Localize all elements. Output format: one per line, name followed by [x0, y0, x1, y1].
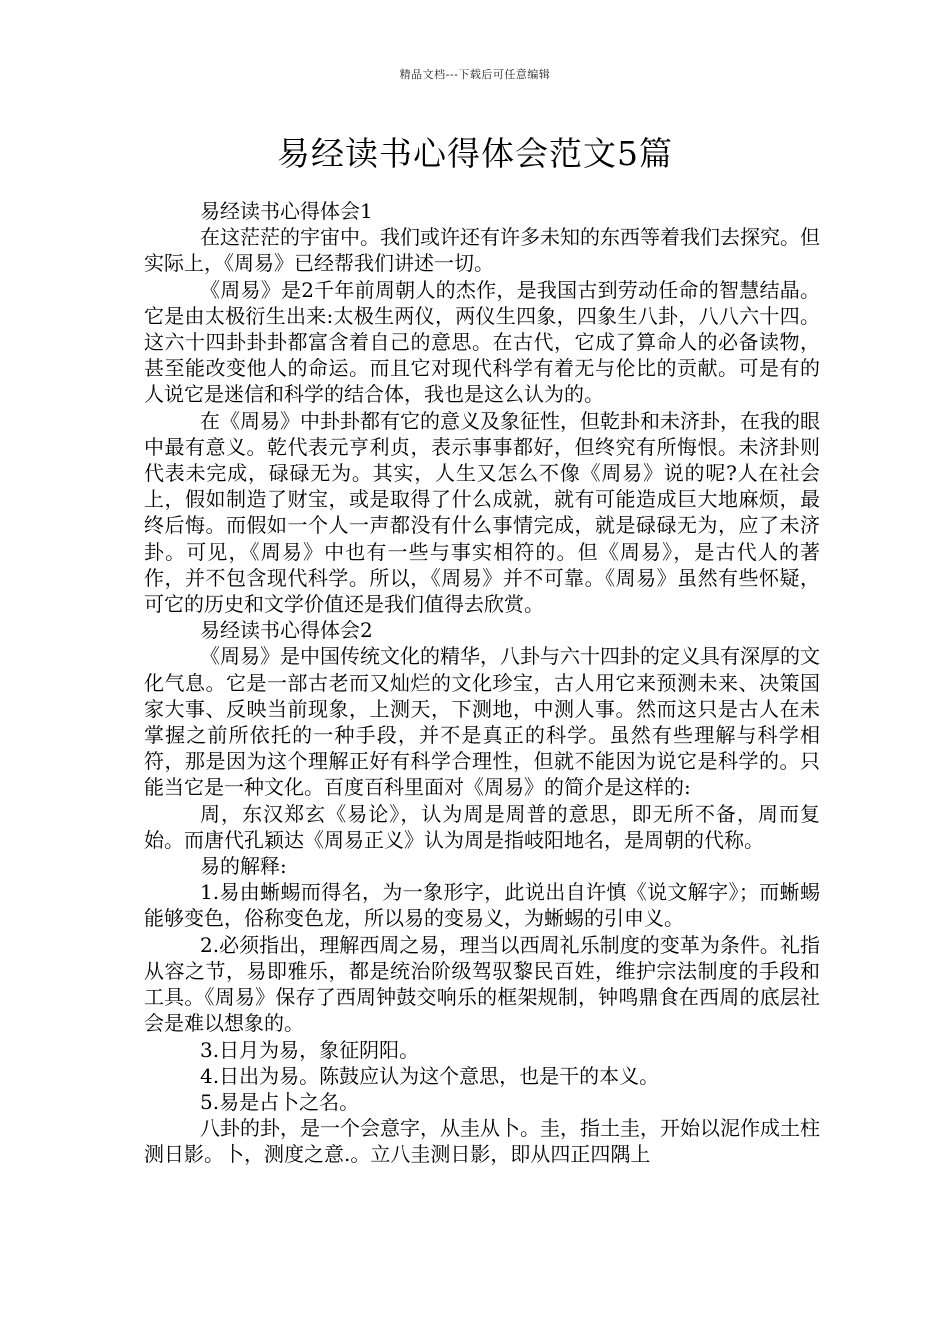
paragraph: 八卦的卦，是一个会意字，从圭从卜。圭，指土圭，开始以泥作成土柱测日影。卜，测度之意.。立八圭测日影，即从四正四隅上 [144, 1116, 820, 1167]
section-heading-1: 易经读书心得体会1 [200, 199, 373, 223]
list-item: 5.易是占卜之名。 [200, 1089, 360, 1114]
list-item: 4.日出为易。陈鼓应认为这个意思，也是干的本义。 [200, 1063, 660, 1088]
paragraph: 《周易》是中国传统文化的精华，八卦与六十四卦的定义具有深厚的文化气息。它是一部古老而又灿烂的文化珍宝，古人用它来预测未来、决策国家大事、反映当前现象，上测天，下测地，中测人事。然而这只是古人在未掌握之前所依托的一种手段，并不是真正的科学。虽然有些理解与科学相符，那是因为这个理解正好有科学合理性，但就不能因为说它是科学的。只能当它是一种文化。百度百科里面对《周易》的简介是这样的: [144, 644, 820, 800]
paragraph: 在这茫茫的宇宙中。我们或许还有许多未知的东西等着我们去探究。但实际上，《周易》已经帮我们讲述一切。 [144, 225, 820, 276]
paragraph: 周，东汉郑玄《易论》，认为周是周普的意思，即无所不备，周而复始。而唐代孔颖达《周易正义》认为周是指岐阳地名，是周朝的代称。 [144, 801, 820, 852]
document-title: 易经读书心得体会范文5篇 [277, 134, 673, 173]
paragraph: 《周易》是2千年前周朝人的杰作，是我国古到劳动任命的智慧结晶。它是由太极衍生出来:太极生两仪，两仪生四象，四象生八卦，八八六十四。这六十四卦卦卦都富含着自己的意思。在古代，它成了算命人的必备读物，甚至能改变他人的命运。而且它对现代科学有着无与伦比的贡献。可是有的人说它是迷信和科学的结合体，我也是这么认为的。 [144, 277, 820, 407]
paragraph: 在《周易》中卦卦都有它的意义及象征性，但乾卦和未济卦，在我的眼中最有意义。乾代表元亨利贞，表示事事都好，但终究有所悔恨。未济卦则代表未完成，碌碌无为。其实，人生又怎么不像《周易》说的呢?人在社会上，假如制造了财宝，或是取得了什么成就，就有可能造成巨大地麻烦，最终后悔。而假如一个人一声都没有什么事情完成，就是碌碌无为，应了未济卦。可见，《周易》中也有一些与事实相符的。但《周易》，是古代人的著作，并不包含现代科学。所以，《周易》并不可靠。《周易》虽然有些怀疑，可它的历史和文学价值还是我们值得去欣赏。 [144, 408, 820, 617]
header-note: 精品文档---下载后可任意编辑 [399, 68, 551, 81]
list-item: 1.易由蜥蜴而得名，为一象形字，此说出自许慎《说文解字》；而蜥蜴能够变色，俗称变色龙，所以易的变易义，为蜥蜴的引申义。 [144, 880, 820, 931]
section-heading-2: 易经读书心得体会2 [200, 618, 373, 643]
paragraph: 易的解释: [200, 854, 287, 879]
document-body [144, 198, 820, 1168]
list-item: 2.必须指出，理解西周之易，理当以西周礼乐制度的变革为条件。礼指从容之节，易即雅乐，都是统治阶级驾驭黎民百姓，维护宗法制度的手段和工具。《周易》保存了西周钟鼓交响乐的框架规制，钟鸣鼎食在西周的底层社会是难以想象的。 [144, 932, 820, 1036]
list-item: 3.日月为易，象征阴阳。 [200, 1037, 420, 1062]
